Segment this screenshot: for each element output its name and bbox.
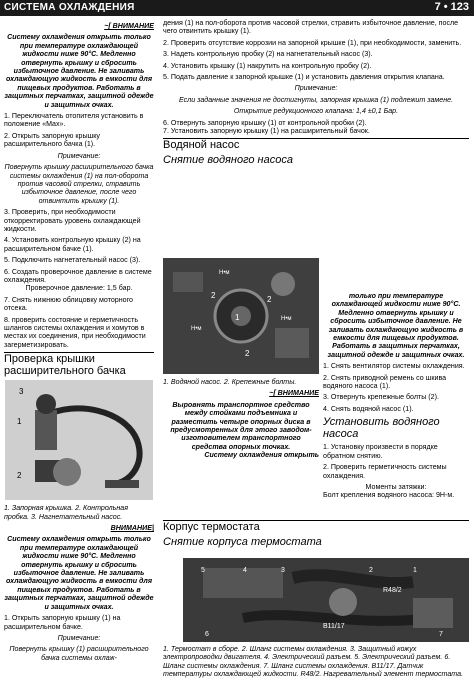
figure-label: 1: [235, 313, 240, 322]
warning-text: Систему охлаждения открыть: [204, 451, 319, 460]
section-title: Корпус термостата: [163, 521, 260, 533]
section-title: Проверка крышки расширительного бачка: [4, 353, 126, 378]
note-heading: Примечание:: [57, 151, 101, 160]
step: 3. Надеть контрольную пробку (2) на нагнетательный насос (3).: [163, 50, 373, 59]
thermostat-caption-block: [163, 645, 469, 682]
step: 8. проверить состояние и герметичность шлангов системы охлаждения и хомутов в местах их соединения, при необходимости загерметизировать.: [4, 315, 146, 349]
figure-label: 7: [439, 631, 443, 638]
column-far-right: [323, 292, 469, 503]
figure-label: 2: [211, 291, 216, 300]
torque-heading: Моменты затяжки:: [365, 482, 427, 491]
figure-thermostat: [183, 558, 469, 642]
figure-water-pump: [163, 258, 319, 374]
chapter-title: СИСТЕМА ОХЛАЖДЕНИЯ: [4, 2, 135, 13]
step: 4. Установить крышку (1) накрутить на контрольную пробку (2).: [163, 61, 372, 70]
note-heading: Примечание:: [294, 84, 338, 93]
figure-label: 1: [413, 567, 417, 574]
warning-heading: ~[ ВНИМАНИЕ: [104, 22, 154, 30]
figure-label: R48/2: [383, 587, 402, 594]
subsection-title: Снятие корпуса термостата: [163, 536, 322, 548]
figure-label: 3: [19, 387, 24, 396]
pump-figure-block: [163, 378, 319, 463]
valve-pressure: Открытие редукционного клапана: 1,4 ±0,1 Бар.: [233, 107, 399, 116]
step: 6. Отвернуть запорную крышку (1) от контрольной пробки (2).: [163, 118, 367, 127]
step: 2. Проверить отсутствие коррозии на запорной крышке (1), при необходимости, заменить.: [163, 38, 462, 47]
figure-cap-tester: [5, 380, 153, 500]
step: 3. Отвернуть крепежные болты (2).: [323, 393, 439, 402]
figure-label: 5: [201, 567, 205, 574]
step: 7. Снять нижнюю облицовку моторного отсека.: [4, 295, 133, 313]
figure-label: 2: [267, 295, 272, 304]
figure-caption: 1. Запорная крышка. 2. Контрольная пробка. 3. Нагнетательный насос.: [4, 504, 128, 521]
figure-label: 2: [369, 567, 373, 574]
step: дения (1) на пол-оборота против часовой стрелки, стравить избыточное давление, после чего отвинтить крышку (1).: [163, 19, 459, 36]
step: 2. Снять приводной ремень со шкива водяного насоса (1).: [323, 373, 447, 391]
step: 7. Установить запорную крышку (1) на расширительный бачок.: [163, 127, 370, 136]
step: 5. Подать давление к запорной крышке (1) и установить давления открытия клапана.: [163, 73, 445, 82]
step: 5. Подключить нагнетательный насос (3).: [4, 256, 141, 265]
section-title: Водяной насос: [163, 139, 240, 152]
step: 4. Снять водяной насос (1).: [323, 404, 414, 413]
figure-label: Н•м: [281, 316, 292, 322]
note-heading: Примечание:: [57, 633, 101, 642]
note-text: Если заданные значения не достигнуты, запорная крышка (1) подлежит замене.: [178, 95, 454, 104]
subsection-title: Установить водяного насоса: [323, 416, 440, 441]
figure-label: 3: [281, 567, 285, 574]
figure-caption: 1. Водяной насос. 2. Крепежные болты.: [163, 378, 297, 386]
step: 1. Открыть запорную крышку (1) на расширительном бачке.: [4, 614, 121, 631]
warning-text: Систему охлаждения открыть только при температуре охлаждающей жидкости ниже 90°С. Медленно отвернуть крышку и сбросить избыточное давление. Не заливать охлаждающую жидкость в емкости для пищевых продуктов. Работать в защитных перчатках, защитной одежде и защитных очках.: [4, 33, 154, 109]
figure-label: 2: [17, 471, 22, 480]
page-header: [0, 0, 474, 16]
note-text: Повернуть крышку (1) расширительного бачка системы охлаж-: [9, 645, 149, 662]
step: 1. Снять вентилятор системы охлаждения.: [323, 362, 465, 371]
step: 2. Проверить герметичность системы охлаждения.: [323, 463, 447, 480]
figure-label: Н•м: [219, 270, 230, 276]
warning-text: Выровнять транспортное средство между стойками подъемника и разместить четыре опорных диска в предусмотренных для этого заводом-изготовителем транспортного средства опорных точках.: [170, 400, 312, 451]
step: 2. Открыть запорную крышку расширительного бачка (1).: [4, 131, 100, 149]
note-text: Повернуть крышку расширительного бачка системы охлаждения (1) на пол-оборота против часовой стрелки, стравить избыточное давление, после чего отвинтить крышку (1).: [4, 163, 154, 205]
torque-value: Болт крепления водяного насоса: 9Н-м.: [323, 491, 455, 500]
warning-text: только при температуре охлаждающей жидкости ниже 90°С. Медленно отвернуть крышку и сбросить избыточное давление. Не заливать охлаждающую жидкость в емкости для пищевых продуктов. Работать в защитных перчатках, защитной одежде и защитных очках.: [327, 292, 465, 359]
warning-text: Систему охлаждения открыть только при температуре охлаждающей жидкости ниже 90°С. Медленно отвернуть крышку и сбросить избыточное давление. Не заливать охлаждающую жидкость в емкости для пищевых продуктов. Работать в защитных перчатках, защитной одежде и защитных очках.: [4, 535, 154, 611]
step: 6. Создать проверочное давление в системе охлаждения.: [4, 267, 152, 284]
figure-caption: 1. Термостат в сборе. 2. Шланг системы охлаждения. 3. Защитный кожух электропроводки двигателя. 4. Электрический разъем. 5. Электрический разъем. 6. Шланг системы охлаждения. 7. Шланг системы охлаждения. B11/17. Датчик температуры охлаждающей жидкости. R48/2. Нагревательный элемент термостата.: [163, 645, 464, 679]
step-detail: Проверочное давление: 1,5 бар.: [25, 284, 133, 293]
step: 3. Проверить, при необходимости откорректировать уровень охлаждающей жидкости.: [4, 208, 141, 233]
figure-label: Н•м: [191, 326, 202, 332]
figure-label: 6: [205, 631, 209, 638]
warning-heading: ВНИМАНИЕ|: [110, 524, 154, 533]
warning-heading: ~[ ВНИМАНИЕ: [269, 389, 319, 398]
figure-label: 2: [245, 349, 250, 358]
step: 4. Установить контрольную крышку (2) на расширительном бачке (1).: [4, 236, 141, 253]
column-right: [163, 19, 469, 169]
thermostat-section: [163, 520, 469, 551]
figure-label: 4: [243, 567, 247, 574]
column-left: [4, 22, 154, 665]
step: 1. Установку произвести в порядке обратном снятию.: [323, 443, 438, 460]
step: 1. Переключатель отопителя установить в положение «Max».: [4, 112, 144, 129]
page-number: 7 • 123: [434, 1, 469, 13]
figure-label: B11/17: [323, 623, 345, 630]
figure-label: 1: [17, 417, 22, 426]
subsection-title: Снятие водяного насоса: [163, 154, 293, 167]
